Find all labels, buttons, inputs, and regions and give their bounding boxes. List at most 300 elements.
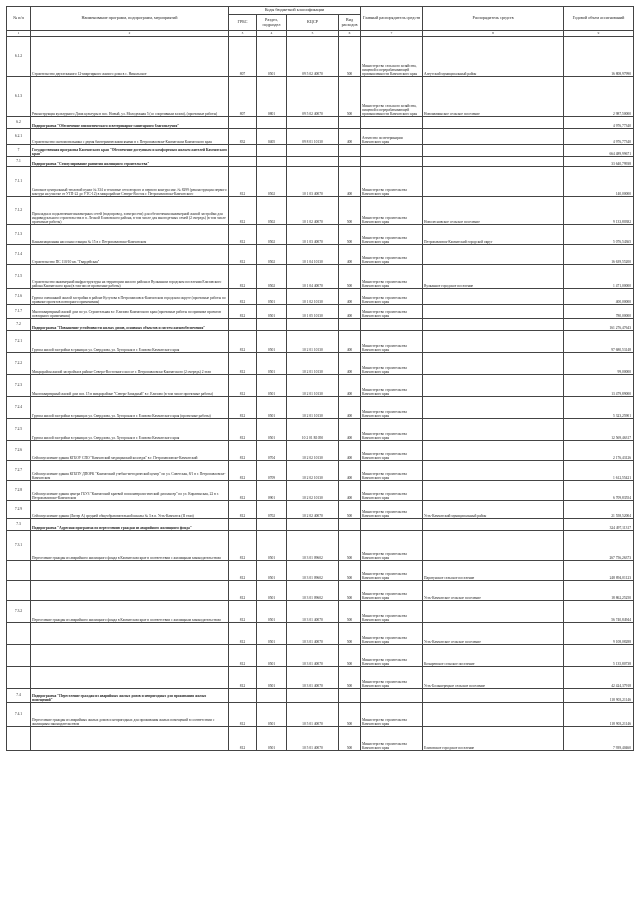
- row-razdel-code: 0501: [257, 560, 287, 580]
- row-vid-code: 500: [339, 76, 361, 116]
- row-number: [7, 560, 31, 580]
- table-row: [7, 600, 634, 622]
- row-vid-code: 400: [339, 330, 361, 352]
- row-vid-code: 500: [339, 622, 361, 644]
- row-ksr-code: 10 1 04 10130: [287, 244, 339, 264]
- row-vid-code: 500: [339, 196, 361, 224]
- row-ksr-code: 10 3 01 40070: [287, 666, 339, 688]
- row-name: Подпрограмма "Стимулирование развития жилищного строительства": [31, 156, 229, 166]
- row-vid-code: 400: [339, 304, 361, 318]
- row-ksr-code: 10 2 02 10130: [287, 460, 339, 480]
- row-manager: Агентство по ветеринарии Камчатского края: [361, 128, 423, 144]
- budget-table: [6, 6, 634, 751]
- row-name: Многоквартирный жилой дом по ул. Строительная в г. Елизово Камчатского края (проектные работы по привязке проектов повторного применения): [31, 304, 229, 318]
- row-number: [7, 580, 31, 600]
- row-name: Государственная программа Камчатского края "Обеспечение доступным и комфортным жильем жителей Камчатского края": [31, 144, 229, 156]
- row-name: Строительство инженерной инфраструктуры на территории жилого района в Вулканном городском поселении Елизовского района Камчатского края (в том числе проектные работы): [31, 264, 229, 288]
- row-name: [31, 580, 229, 600]
- row-grbs-code: [229, 156, 257, 166]
- row-grbs-code: [229, 318, 257, 330]
- table-row: [7, 480, 634, 500]
- row-name: [31, 666, 229, 688]
- row-vid-code: 400: [339, 244, 361, 264]
- row-name: Канализационная насосная станция № 15 в г. Петропавловско-Камчатском: [31, 224, 229, 244]
- row-ksr-code: 10 3 01 40070: [287, 600, 339, 622]
- row-grbs-code: 812: [229, 196, 257, 224]
- row-number: [7, 644, 31, 666]
- subprogram-row: [7, 688, 634, 702]
- col-index: 7: [361, 31, 423, 37]
- row-amount: 118 903,21146: [564, 688, 634, 702]
- row-razdel-code: 0501: [257, 600, 287, 622]
- row-manager: Министерство строительства Камчатского края: [361, 396, 423, 418]
- row-vid-code: 500: [339, 530, 361, 560]
- row-manager: Министерство строительства Камчатского края: [361, 644, 423, 666]
- table-row: [7, 374, 634, 396]
- row-ksr-code: 10 3 01 40070: [287, 644, 339, 666]
- row-ksr-code: [287, 518, 339, 530]
- row-name: Многоквартирный жилой дом поз. 15 в микрорайоне "Северо-Западный" в г. Елизово (в том числе проектные работы): [31, 374, 229, 396]
- row-amount: 18 862,25250: [564, 580, 634, 600]
- row-ksr-code: [287, 144, 339, 156]
- row-grbs-code: 807: [229, 76, 257, 116]
- row-name: Микрорайон жилой застройки в районе Северо-Восточного шоссе г. Петропавловска-Камчатского (2 очередь) 2 этап: [31, 352, 229, 374]
- row-recipient: [423, 374, 564, 396]
- row-name: Строительство двухэтажного 12-квартирного жилого дома в с. Никольское: [31, 36, 229, 76]
- col-ksr-header: КЦСР: [287, 15, 339, 31]
- row-razdel-code: 0501: [257, 352, 287, 374]
- row-manager: Министерство строительства Камчатского края: [361, 330, 423, 352]
- row-number: 7.4.1: [7, 702, 31, 726]
- row-razdel-code: 0501: [257, 374, 287, 396]
- table-row: [7, 500, 634, 518]
- row-vid-code: [339, 318, 361, 330]
- row-manager: Министерство строительства Камчатского края: [361, 196, 423, 224]
- table-row: [7, 244, 634, 264]
- row-manager: Министерство строительства Камчатского края: [361, 418, 423, 440]
- row-ksr-code: 09 8 01 10130: [287, 128, 339, 144]
- row-vid-code: 500: [339, 644, 361, 666]
- row-number: [7, 622, 31, 644]
- row-name: [31, 560, 229, 580]
- row-amount: 324 497,11317: [564, 518, 634, 530]
- row-grbs-code: 812: [229, 288, 257, 304]
- row-manager: Министерство строительства Камчатского края: [361, 352, 423, 374]
- row-vid-code: 400: [339, 374, 361, 396]
- row-recipient: [423, 530, 564, 560]
- row-manager: Министерство строительства Камчатского края: [361, 666, 423, 688]
- row-number: 7.2: [7, 318, 31, 330]
- row-razdel-code: 0801: [257, 76, 287, 116]
- row-razdel-code: 0502: [257, 244, 287, 264]
- row-razdel-code: 0502: [257, 166, 287, 196]
- row-amount: 2 987,50000: [564, 76, 634, 116]
- row-ksr-code: [287, 116, 339, 128]
- row-vid-code: 400: [339, 460, 361, 480]
- row-vid-code: 500: [339, 600, 361, 622]
- row-recipient: Петропавловск-Камчатский городской округ: [423, 224, 564, 244]
- row-vid-code: 500: [339, 264, 361, 288]
- row-recipient: [423, 144, 564, 156]
- row-vid-code: [339, 518, 361, 530]
- row-name: [31, 726, 229, 750]
- row-manager: [361, 156, 423, 166]
- row-ksr-code: 10 1 04 40070: [287, 264, 339, 288]
- row-vid-code: 400: [339, 166, 361, 196]
- row-razdel-code: 0501: [257, 702, 287, 726]
- row-ksr-code: 10 5 01 40070: [287, 702, 339, 726]
- row-grbs-code: 832: [229, 128, 257, 144]
- row-name: Переселение граждан из аварийного жилищного фонда в Камчатском крае в соответствии с жилищным законодательством: [31, 530, 229, 560]
- row-vid-code: 500: [339, 224, 361, 244]
- row-number: [7, 666, 31, 688]
- row-manager: [361, 318, 423, 330]
- row-recipient: [423, 600, 564, 622]
- row-number: 7: [7, 144, 31, 156]
- row-manager: Министерство строительства Камчатского края: [361, 480, 423, 500]
- row-amount: 1 612,55421: [564, 460, 634, 480]
- row-amount: 9 108,08288: [564, 622, 634, 644]
- row-ksr-code: 10 2 01 R1050: [287, 418, 339, 440]
- subprogram-row: [7, 318, 634, 330]
- row-razdel-code: 0501: [257, 726, 287, 750]
- row-razdel-code: 0405: [257, 128, 287, 144]
- row-grbs-code: 812: [229, 244, 257, 264]
- table-row: [7, 36, 634, 76]
- row-name: Подпрограмма "Адресная программа по переселению граждан из аварийного жилищного фонда": [31, 518, 229, 530]
- row-vid-code: 400: [339, 418, 361, 440]
- row-grbs-code: 812: [229, 530, 257, 560]
- row-ksr-code: 10 2 01 10130: [287, 330, 339, 352]
- row-ksr-code: 10 2 01 10130: [287, 352, 339, 374]
- table-row: [7, 530, 634, 560]
- row-ksr-code: [287, 156, 339, 166]
- row-number: 7.1.5: [7, 264, 31, 288]
- row-razdel-code: 0502: [257, 196, 287, 224]
- row-number: 7.2.2: [7, 352, 31, 374]
- row-grbs-code: [229, 688, 257, 702]
- row-recipient: [423, 288, 564, 304]
- row-amount: 33 640,79938: [564, 156, 634, 166]
- table-row: [7, 76, 634, 116]
- col-index: 3: [229, 31, 257, 37]
- table-row: [7, 396, 634, 418]
- subprogram-row: [7, 116, 634, 128]
- row-razdel-code: [257, 156, 287, 166]
- subprogram-row: [7, 156, 634, 166]
- row-recipient: [423, 128, 564, 144]
- row-ksr-code: 10 1 02 40070: [287, 196, 339, 224]
- row-amount: 99,00000: [564, 352, 634, 374]
- row-recipient: Вулканное городское поселение: [423, 264, 564, 288]
- row-amount: 7 939,40460: [564, 726, 634, 750]
- row-number: 7.2.4: [7, 396, 31, 418]
- row-vid-code: 500: [339, 666, 361, 688]
- row-vid-code: 500: [339, 560, 361, 580]
- row-ksr-code: 10 2 02 10130: [287, 440, 339, 460]
- row-vid-code: [339, 156, 361, 166]
- row-recipient: Новоавачинское сельское поселение: [423, 76, 564, 116]
- row-amount: 97 680,53148: [564, 330, 634, 352]
- row-grbs-code: 812: [229, 166, 257, 196]
- row-number: 7.4: [7, 688, 31, 702]
- row-manager: Министерство строительства Камчатского края: [361, 374, 423, 396]
- row-grbs-code: 812: [229, 224, 257, 244]
- row-recipient: Алеутский муниципальный район: [423, 36, 564, 76]
- row-razdel-code: 0501: [257, 288, 287, 304]
- row-name: Строительство ПС 110/10 кв. "Гвардейская": [31, 244, 229, 264]
- row-razdel-code: 0501: [257, 36, 287, 76]
- row-recipient: Усть-Камчатский муниципальный район: [423, 500, 564, 518]
- row-amount: 267 756,26373: [564, 530, 634, 560]
- row-recipient: [423, 352, 564, 374]
- row-razdel-code: [257, 318, 287, 330]
- row-grbs-code: 812: [229, 580, 257, 600]
- row-razdel-code: 0704: [257, 440, 287, 460]
- row-number: 7.3: [7, 518, 31, 530]
- row-amount: 1 471,00000: [564, 264, 634, 288]
- row-number: 7.2.1: [7, 330, 31, 352]
- row-recipient: [423, 244, 564, 264]
- row-grbs-code: 812: [229, 644, 257, 666]
- row-ksr-code: 10 3 01 09602: [287, 580, 339, 600]
- row-razdel-code: 0501: [257, 418, 287, 440]
- row-manager: Министерство строительства Камчатского края: [361, 726, 423, 750]
- row-grbs-code: 812: [229, 374, 257, 396]
- col-index: 4: [257, 31, 287, 37]
- row-grbs-code: 812: [229, 622, 257, 644]
- row-amount: 5 076,54365: [564, 224, 634, 244]
- row-ksr-code: 10 2 02 10130: [287, 480, 339, 500]
- col-vid-header: Вид расходов: [339, 15, 361, 31]
- row-manager: Министерство строительства Камчатского края: [361, 244, 423, 264]
- row-number: [7, 726, 31, 750]
- row-vid-code: [339, 116, 361, 128]
- row-recipient: [423, 116, 564, 128]
- row-ksr-code: 10 1 03 40070: [287, 166, 339, 196]
- row-manager: Министерство строительства Камчатского края: [361, 580, 423, 600]
- row-grbs-code: 812: [229, 352, 257, 374]
- row-vid-code: 400: [339, 288, 361, 304]
- row-number: 7.2.3: [7, 374, 31, 396]
- row-name: Подпрограмма "Повышение устойчивости жилых домов, основных объектов и систем жизнеобеспечения": [31, 318, 229, 330]
- row-razdel-code: 0501: [257, 644, 287, 666]
- col-volume-header: Годовой объем ассигнований: [564, 7, 634, 31]
- row-name: Строительство скотомогильника с двумя биотермическими ямами в г. Петропавловске-Камчатском Камчатского края: [31, 128, 229, 144]
- row-grbs-code: 812: [229, 666, 257, 688]
- row-recipient: Паратунское сельское поселение: [423, 560, 564, 580]
- row-number: 6.1.3: [7, 76, 31, 116]
- col-name-header: Наименование программ, подпрограмм, мероприятий: [31, 7, 229, 31]
- row-amount: 16 639,55200: [564, 244, 634, 264]
- row-amount: 16 808,97990: [564, 36, 634, 76]
- row-recipient: [423, 418, 564, 440]
- row-recipient: Усть-Камчатское сельское поселение: [423, 622, 564, 644]
- row-manager: Министерство сельского хозяйства, пищевой и перерабатывающей промышленности Камчатского края: [361, 36, 423, 76]
- row-recipient: [423, 166, 564, 196]
- row-amount: 664 489,99671: [564, 144, 634, 156]
- row-grbs-code: 807: [229, 36, 257, 76]
- row-manager: [361, 116, 423, 128]
- row-ksr-code: [287, 688, 339, 702]
- row-amount: 5 323,25901: [564, 396, 634, 418]
- row-grbs-code: 812: [229, 460, 257, 480]
- row-number: 7.1.6: [7, 288, 31, 304]
- col-manager-header: Главный распорядитель средств: [361, 7, 423, 31]
- row-amount: 400,00000: [564, 288, 634, 304]
- row-grbs-code: [229, 116, 257, 128]
- row-manager: [361, 688, 423, 702]
- row-manager: Министерство строительства Камчатского края: [361, 224, 423, 244]
- row-ksr-code: 10 1 05 10130: [287, 304, 339, 318]
- table-row: [7, 702, 634, 726]
- row-number: 7.1.2: [7, 196, 31, 224]
- row-manager: Министерство строительства Камчатского края: [361, 264, 423, 288]
- row-vid-code: [339, 688, 361, 702]
- row-amount: 6 709,83554: [564, 480, 634, 500]
- table-row: [7, 560, 634, 580]
- row-recipient: Усть-Большерецкое сельское поселение: [423, 666, 564, 688]
- table-row: [7, 666, 634, 688]
- row-number: 7.3.2: [7, 600, 31, 622]
- row-recipient: Новолесновское сельское поселение: [423, 196, 564, 224]
- row-grbs-code: 812: [229, 418, 257, 440]
- row-manager: Министерство строительства Камчатского края: [361, 702, 423, 726]
- row-recipient: [423, 156, 564, 166]
- row-name: Группа жилой застройки в границах ул. Свердлова, ул. Хуторская в г. Елизово Камчатского края (проектные работы): [31, 396, 229, 418]
- row-vid-code: 500: [339, 702, 361, 726]
- row-vid-code: 400: [339, 352, 361, 374]
- row-name: Группа смешанной жилой застройки в районе Кутузова в Петропавловск-Камчатском городском округе (проектные работы по привязке проектов повторного применения): [31, 288, 229, 304]
- row-razdel-code: 0901: [257, 480, 287, 500]
- row-name: Сейсмоусиление здания (Литер А) средней общеобразовательной школы № 3 в п. Усть-Камчатск (II этап): [31, 500, 229, 518]
- row-recipient: [423, 518, 564, 530]
- row-razdel-code: [257, 688, 287, 702]
- row-grbs-code: 812: [229, 702, 257, 726]
- row-number: 7.2.6: [7, 440, 31, 460]
- row-vid-code: 400: [339, 480, 361, 500]
- row-number: 6.2.1: [7, 128, 31, 144]
- table-row: [7, 622, 634, 644]
- row-amount: 140,00000: [564, 166, 634, 196]
- row-name: Сквозное центральный тепловой пункт № 334 и тепловые сети второго и первого контура маг. № 8299 (реконструкция первого контура на участке от УТП-22 до УТС-12) в микрорайоне Северо-Восток г. Петропавловска-Камчатского: [31, 166, 229, 196]
- row-razdel-code: [257, 144, 287, 156]
- row-name: Сейсмоусиление здания КГБПУ ДПОРК "Камчатский учебно-методический центр" по ул. Советская, 8/1 в г. Петропавловске-Камчатском: [31, 460, 229, 480]
- row-manager: Министерство строительства Камчатского края: [361, 530, 423, 560]
- table-row: [7, 460, 634, 480]
- table-row: [7, 128, 634, 144]
- row-vid-code: 500: [339, 500, 361, 518]
- table-header: [7, 7, 634, 37]
- row-name: Сейсмоусиление здания центра ГБУЗ "Камчатский краевой психоневрологический диспансер" по ул. Кирагинская, 22 в г. Петропавловске-Камчатском: [31, 480, 229, 500]
- table-row: [7, 418, 634, 440]
- col-index: 2: [31, 31, 229, 37]
- row-recipient: [423, 460, 564, 480]
- col-num-header: № п/п: [7, 7, 31, 31]
- row-grbs-code: 812: [229, 264, 257, 288]
- row-manager: Министерство строительства Камчатского края: [361, 560, 423, 580]
- row-recipient: [423, 318, 564, 330]
- row-ksr-code: [287, 318, 339, 330]
- row-name: Переселение граждан из аварийных жилых домов и непригодных для проживания жилых помещений в соответствии с жилищным законодательством: [31, 702, 229, 726]
- row-razdel-code: 0702: [257, 500, 287, 518]
- row-manager: Министерство строительства Камчатского края: [361, 460, 423, 480]
- row-grbs-code: 812: [229, 440, 257, 460]
- row-recipient: [423, 330, 564, 352]
- row-razdel-code: 0501: [257, 666, 287, 688]
- table-row: [7, 224, 634, 244]
- row-ksr-code: 09 5 02 40070: [287, 76, 339, 116]
- col-index: 6: [339, 31, 361, 37]
- row-razdel-code: 0502: [257, 224, 287, 244]
- row-razdel-code: [257, 518, 287, 530]
- row-ksr-code: 10 1 02 10130: [287, 288, 339, 304]
- row-razdel-code: 0501: [257, 622, 287, 644]
- table-row: [7, 196, 634, 224]
- row-amount: 161 276,47643: [564, 318, 634, 330]
- col-index: 9: [564, 31, 634, 37]
- row-recipient: Козыревское сельское поселение: [423, 644, 564, 666]
- row-number: 7.3.1: [7, 530, 31, 560]
- row-manager: Министерство строительства Камчатского края: [361, 304, 423, 318]
- row-manager: Министерство сельского хозяйства, пищевой и перерабатывающей промышленности Камчатского края: [361, 76, 423, 116]
- row-razdel-code: 0501: [257, 530, 287, 560]
- table-row: [7, 580, 634, 600]
- row-number: 7.2.8: [7, 480, 31, 500]
- table-row: [7, 304, 634, 318]
- row-name: [31, 644, 229, 666]
- row-manager: Министерство строительства Камчатского края: [361, 166, 423, 196]
- row-number: 6.1.2: [7, 36, 31, 76]
- row-amount: 5 135,80738: [564, 644, 634, 666]
- row-name: Подпрограмма "Переселение граждан из аварийных жилых домов и непригодных для проживания жилых помещений": [31, 688, 229, 702]
- document-page: [6, 6, 633, 899]
- row-vid-code: 400: [339, 440, 361, 460]
- row-recipient: [423, 702, 564, 726]
- row-name: Группа жилой застройки в границах ул. Свердлова, ул. Хуторская в г. Елизово Камчатского края: [31, 330, 229, 352]
- table-row: [7, 440, 634, 460]
- table-row: [7, 166, 634, 196]
- row-number: 7.1.7: [7, 304, 31, 318]
- row-razdel-code: 0501: [257, 580, 287, 600]
- row-amount: 42 424,37918: [564, 666, 634, 688]
- row-ksr-code: 10 3 01 09602: [287, 560, 339, 580]
- row-name: Подпрограмма "Обеспечение эпизоотического и ветеринарно-санитарного благополучия": [31, 116, 229, 128]
- row-recipient: [423, 304, 564, 318]
- row-ksr-code: 10 5 01 40070: [287, 726, 339, 750]
- row-razdel-code: 0501: [257, 330, 287, 352]
- row-recipient: [423, 480, 564, 500]
- row-ksr-code: 09 5 02 40070: [287, 36, 339, 76]
- row-vid-code: 400: [339, 128, 361, 144]
- row-grbs-code: [229, 518, 257, 530]
- row-grbs-code: 812: [229, 560, 257, 580]
- table-row: [7, 288, 634, 304]
- row-amount: 21 558,52004: [564, 500, 634, 518]
- row-grbs-code: 812: [229, 330, 257, 352]
- row-number: 7.2.5: [7, 418, 31, 440]
- row-grbs-code: 812: [229, 500, 257, 518]
- row-amount: 56 740,84944: [564, 600, 634, 622]
- row-manager: Министерство строительства Камчатского края: [361, 440, 423, 460]
- row-recipient: Усть-Камчатское сельское поселение: [423, 580, 564, 600]
- row-number: 7.1.4: [7, 244, 31, 264]
- col-razdel-header: Раздел, подраздел: [257, 15, 287, 31]
- row-razdel-code: 0501: [257, 396, 287, 418]
- table-row: [7, 352, 634, 374]
- row-recipient: [423, 688, 564, 702]
- row-amount: 13 479,89000: [564, 374, 634, 396]
